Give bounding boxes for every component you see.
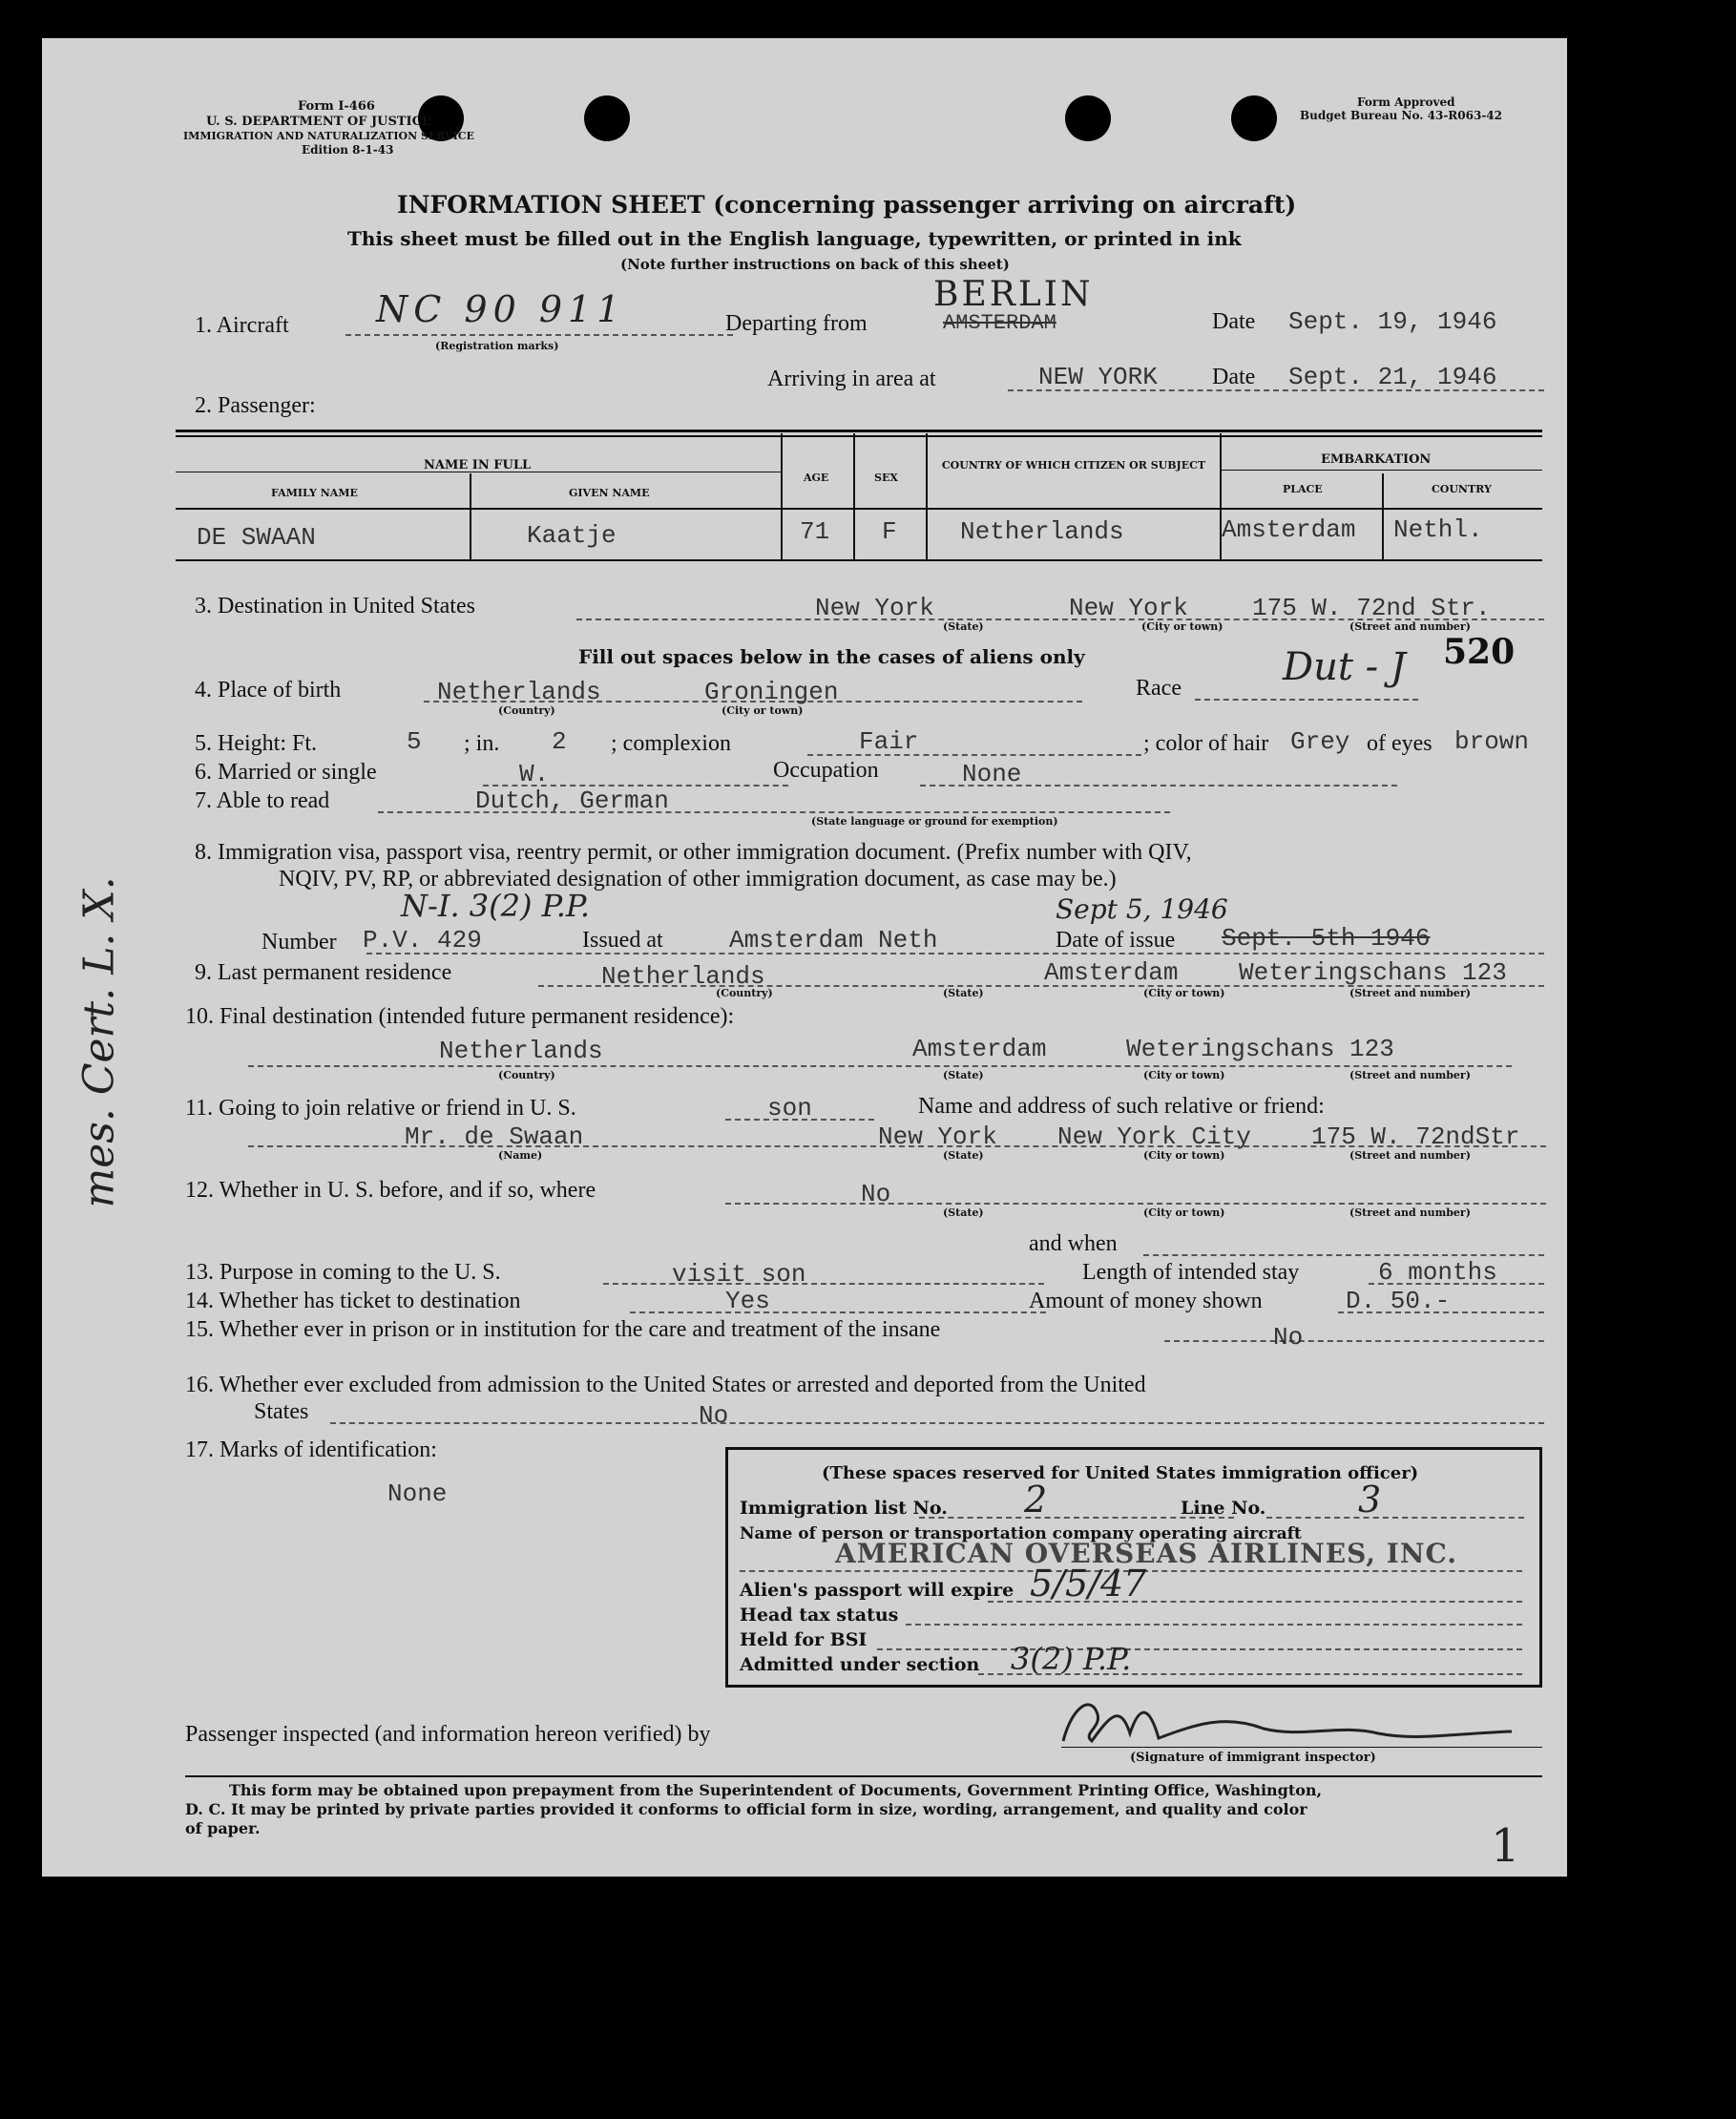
annotation-520: 520 bbox=[1443, 632, 1516, 672]
aircraft-value: NC 90 911 bbox=[376, 288, 626, 330]
label-excluded: 16. Whether ever excluded from admission to the United States or arrested and deported from the United bbox=[185, 1373, 1146, 1397]
purpose-value: visit son bbox=[672, 1260, 806, 1289]
label-purpose: 13. Purpose in coming to the U. S. bbox=[185, 1260, 501, 1285]
visa-number: P.V. 429 bbox=[363, 926, 482, 955]
issued-at-value: Amsterdam Neth bbox=[729, 926, 938, 955]
dest-city: New York bbox=[1069, 594, 1188, 622]
birth-country: Netherlands bbox=[437, 678, 601, 706]
cell-sex: F bbox=[882, 517, 897, 546]
punch-hole bbox=[1065, 95, 1111, 141]
department: U. S. DEPARTMENT OF JUSTICE bbox=[206, 115, 431, 129]
final-country: Netherlands bbox=[439, 1037, 603, 1065]
label-marks: 17. Marks of identification: bbox=[185, 1437, 437, 1462]
label-read: 7. Able to read bbox=[195, 788, 330, 813]
hair-value: Grey bbox=[1290, 727, 1350, 756]
final-state: Amsterdam bbox=[912, 1035, 1047, 1063]
relative-city: New York City bbox=[1057, 1122, 1251, 1151]
departing-handwritten: BERLIN bbox=[933, 275, 1094, 314]
th-country-citizen: COUNTRY OF WHICH CITIZEN OR SUBJECT bbox=[941, 459, 1206, 472]
service: IMMIGRATION AND NATURALIZATION SERVICE bbox=[183, 130, 474, 142]
date-arrive: Sept. 21, 1946 bbox=[1288, 363, 1497, 391]
last-city: Amsterdam bbox=[1044, 958, 1179, 987]
us-before-value: No bbox=[861, 1180, 891, 1208]
th-given-name: GIVEN NAME bbox=[569, 487, 650, 499]
date-depart: Sept. 19, 1946 bbox=[1288, 307, 1497, 336]
th-sex: SEX bbox=[874, 472, 898, 484]
marks-value: None bbox=[387, 1479, 448, 1508]
th-family-name: FAMILY NAME bbox=[271, 487, 358, 499]
cell-age: 71 bbox=[800, 517, 830, 546]
th-name-in-full: NAME IN FULL bbox=[424, 458, 532, 472]
last-country: Netherlands bbox=[601, 962, 765, 991]
form-number: Form I-466 bbox=[298, 99, 375, 114]
list-no-value: 2 bbox=[1024, 1479, 1048, 1521]
read-value: Dutch, German bbox=[475, 787, 669, 815]
money-value: D. 50.- bbox=[1346, 1287, 1451, 1315]
relative-state: New York bbox=[878, 1122, 997, 1151]
label-married: 6. Married or single bbox=[195, 760, 377, 785]
label-arriving: Arriving in area at bbox=[767, 367, 936, 391]
reg-marks-caption: (Registration marks) bbox=[435, 340, 559, 352]
eyes-value: brown bbox=[1454, 727, 1530, 756]
th-embarkation: EMBARKATION bbox=[1321, 452, 1432, 467]
form-approved: Form Approved bbox=[1357, 95, 1455, 109]
form-sheet: Form I-466 U. S. DEPARTMENT OF JUSTICE IMMIGRATION AND NATURALIZATION SERVICE Edition 8-1-43 Form Approved Budget Bureau No. 43-R063-42 INFORMATION SHEET (concerning passenger arriving on aircraft) This sheet must be filled out in the English language, typewritten, or printed in ink (Note further instructions on back of this sheet) 1. Aircraft NC 90 911 (Registration marks) Departing from BERLIN AMSTERDAM Date Sept. 19, 1946 Arriving in area at NEW YORK Date Sept. 21, 1946 2. Passenger: NAME IN FULL FAMILY NAME GIVEN NAME AGE SEX COUNTRY OF WHICH CITIZEN OR SUBJECT EMBARKATION PLACE COUNTRY DE SWAAN Kaatje 71 F Netherlands Amsterdam Nethl. 3. Destination in United States New York New York 175 W. 72nd Str. (State) (City or town) (Street and number) Fill out spaces below in the cases of aliens only 520 4. Place of birth Netherlands Groningen (Country) (City or town) Race Dut - J 5. Height: Ft. 5 ; in. 2 ; complexion Fair ; color of hair Grey of eyes brown 6. Married or single W. Occupation None 7. Able to read Dutch, German (State language or ground for exemption) 8. Immigration visa, passport visa, reentry permit, or other immigration document. (Prefix number with QIV, NQIV, PV, RP, or abbreviated designation of other immigration document, as case may be.) N-I. 3(2) P.P. Sept 5, 1946 Number P.V. 429 Issued at Amsterdam Neth Date of issue Sept. 5th 1946 9. Last permanent residence Netherlands Amsterdam Weteringschans 123 (Country) (State) (City or town) (Street and number) 10. Final destination (intended future permanent residence): Netherlands Amsterdam Weteringschans 123 (Country) (State) (City or town) (Street and number) 11. Going to join relative or friend in U. S. son Name and address of such relative or friend: Mr. de Swaan New York New York City 175 W. 72ndStr (Name) (State) (City or town) (Street and number) 12. Whether in U. S. before, and if so, where No (State) (City or town) (Street and number) and when 13. Purpose in coming to the U. S. visit son Length of intended stay 6 months 14. Whether has ticket to destination Yes Amount of money shown D. 50.- 15. Whether ever in prison or in institution for the care and treatment of the insane No 16. Whether ever excluded from admission to the United States or arrested and deported from the United States No 17. Marks of identification: None (These spaces reserved for United States immigration officer) Immigration list No. 2 Line No. 3 Name of person or transportation company operating aircraft AMERICAN OVERSEAS AIRLINES, INC. Alien's passport will expire 5/5/47 Head tax status Held for BSI Admitted under section 3(2) P.P. Passenger inspected (and information hereon verified) by (Signature of immigrant inspector) This form may be obtained upon prepayment from the Superintendent of Documents, Government Printing Office, Washington, D. C. It may be printed by private parties provided it conforms to official form in size, wording, arrangement, and quality and color of paper. 1 mes. Cert. L. X. bbox=[42, 38, 1567, 1877]
stay-value: 6 months bbox=[1378, 1258, 1497, 1287]
label-birth: 4. Place of birth bbox=[195, 678, 342, 703]
departing-struck: AMSTERDAM bbox=[943, 311, 1056, 335]
cell-emb-country: Nethl. bbox=[1393, 515, 1483, 544]
admitted-value: 3(2) P.P. bbox=[1011, 1641, 1132, 1677]
cell-family-name: DE SWAAN bbox=[197, 523, 316, 552]
punch-hole bbox=[1231, 95, 1277, 141]
date-issue-value: Sept. 5th 1946 bbox=[1222, 924, 1431, 953]
cell-given-name: Kaatje bbox=[527, 521, 617, 550]
excluded-value: No bbox=[699, 1401, 729, 1430]
officer-box: (These spaces reserved for United States immigration officer) Immigration list No. 2 Line No. 3 Name of person or transportation company operating aircraft AMERICAN OVERSEAS AIRLINES, INC. Alien's passport will expire 5/5/47 Head tax status Held for BSI Admitted under section 3(2) P.P. bbox=[725, 1447, 1542, 1688]
dest-street: 175 W. 72nd Str. bbox=[1252, 594, 1491, 622]
label-inspected: Passenger inspected (and information hereon verified) by bbox=[185, 1722, 711, 1747]
cell-citizen: Netherlands bbox=[960, 517, 1124, 546]
margin-note: mes. Cert. L. X. bbox=[74, 876, 124, 1208]
label-us-before: 12. Whether in U. S. before, and if so, where bbox=[185, 1178, 596, 1203]
label-passenger: 2. Passenger: bbox=[195, 393, 316, 418]
relative-name: Mr. de Swaan bbox=[405, 1122, 584, 1151]
dest-state: New York bbox=[815, 594, 934, 622]
footer-line-2: D. C. It may be printed by private parties provided it conforms to official form in size, wording, arrangement, and quality and color bbox=[185, 1800, 1307, 1818]
edition: Edition 8-1-43 bbox=[302, 143, 394, 157]
label-race: Race bbox=[1136, 676, 1182, 701]
passport-exp-value: 5/5/47 bbox=[1030, 1563, 1147, 1605]
complexion-value: Fair bbox=[859, 727, 919, 756]
label-destination: 3. Destination in United States bbox=[195, 594, 475, 619]
relative-street: 175 W. 72ndStr bbox=[1311, 1122, 1520, 1151]
label-visa: 8. Immigration visa, passport visa, reentry permit, or other immigration document. (Prefix number with QIV, bbox=[195, 840, 1192, 865]
last-street: Weteringschans 123 bbox=[1239, 958, 1507, 987]
height-ft: 5 bbox=[407, 727, 422, 756]
arriving-value: NEW YORK bbox=[1038, 363, 1158, 391]
label-final-destination: 10. Final destination (intended future permanent residence): bbox=[185, 1004, 735, 1029]
page-mark: 1 bbox=[1491, 1819, 1520, 1873]
prison-value: No bbox=[1273, 1323, 1304, 1352]
label-date-arrive: Date bbox=[1212, 365, 1256, 389]
married-value: W. bbox=[519, 760, 550, 788]
final-city: Weteringschans 123 bbox=[1126, 1035, 1394, 1063]
footer-line-3: of paper. bbox=[185, 1819, 261, 1837]
cell-emb-place: Amsterdam bbox=[1222, 515, 1356, 544]
company-stamp: AMERICAN OVERSEAS AIRLINES, INC. bbox=[835, 1538, 1458, 1569]
aliens-only-heading: Fill out spaces below in the cases of aliens only bbox=[578, 645, 1085, 668]
th-country: COUNTRY bbox=[1432, 483, 1492, 495]
th-age: AGE bbox=[804, 472, 829, 484]
line-no-value: 3 bbox=[1358, 1479, 1382, 1521]
birth-city: Groningen bbox=[704, 678, 839, 706]
th-place: PLACE bbox=[1283, 483, 1323, 495]
race-value: Dut - J bbox=[1283, 645, 1406, 689]
label-last-residence: 9. Last permanent residence bbox=[195, 960, 452, 985]
occupation-value: None bbox=[962, 760, 1022, 788]
budget-bureau: Budget Bureau No. 43-R063-42 bbox=[1300, 109, 1503, 122]
height-in: 2 bbox=[552, 727, 567, 756]
join-value: son bbox=[767, 1094, 812, 1122]
label-departing: Departing from bbox=[725, 311, 868, 336]
visa-handwritten: N-I. 3(2) P.P. bbox=[401, 888, 591, 924]
subtitle: This sheet must be filled out in the English language, typewritten, or printed in ink bbox=[347, 227, 1242, 250]
page-title: INFORMATION SHEET (concerning passenger arriving on aircraft) bbox=[397, 191, 1297, 219]
label-join: 11. Going to join relative or friend in U. S. bbox=[185, 1096, 576, 1121]
date-issue-handwritten: Sept 5, 1946 bbox=[1056, 893, 1228, 925]
label-prison: 15. Whether ever in prison or in institution for the care and treatment of the insane bbox=[185, 1317, 941, 1342]
punch-hole bbox=[584, 95, 630, 141]
ticket-value: Yes bbox=[725, 1287, 770, 1315]
note: (Note further instructions on back of this sheet) bbox=[620, 256, 1010, 273]
label-ticket: 14. Whether has ticket to destination bbox=[185, 1289, 521, 1313]
label-date-depart: Date bbox=[1212, 309, 1256, 334]
label-height: 5. Height: Ft. bbox=[195, 731, 318, 756]
label-aircraft: 1. Aircraft bbox=[195, 313, 289, 338]
inspector-signature bbox=[1054, 1686, 1531, 1752]
footer-line-1: This form may be obtained upon prepayment from the Superintendent of Documents, Government Printing Office, Washington, bbox=[229, 1781, 1323, 1799]
